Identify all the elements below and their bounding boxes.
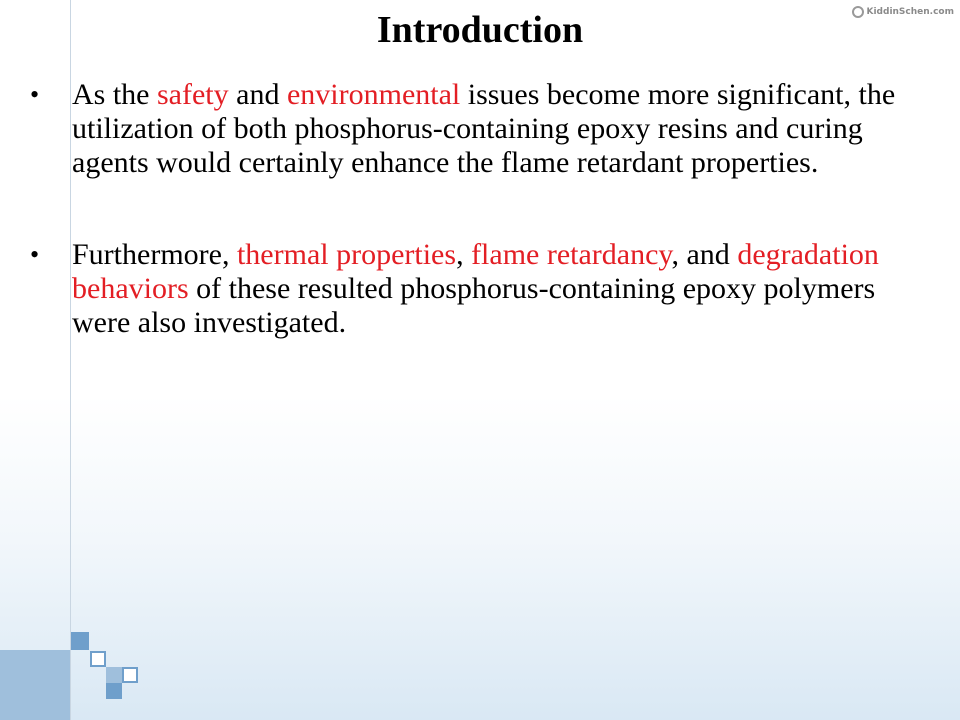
bullet-text [72, 78, 895, 179]
highlight-text: environmental [286, 78, 461, 111]
bullet-dot-icon: • [30, 80, 40, 109]
decor-square [106, 683, 122, 699]
highlight-text: flame retardancy [471, 238, 672, 271]
text-run: , [456, 238, 472, 271]
bullet-dot-icon: • [30, 240, 40, 269]
bullet-item [30, 78, 935, 180]
text-run: Furthermore, [72, 238, 237, 271]
decor-square [106, 667, 122, 683]
decor-square [71, 632, 89, 650]
decor-square-outline [122, 667, 138, 683]
decor-square [0, 650, 70, 720]
slide-title: Introduction [376, 9, 584, 51]
text-run: of these resulted phosphorus-containing epoxy polymers were also investigated. [72, 272, 876, 339]
bullet-item [30, 238, 935, 340]
logo-text: KiddinSchen.com [866, 7, 954, 17]
highlight-text: safety [157, 78, 229, 111]
bullet-list [30, 78, 935, 340]
text-run: issues become more significant, the utilization of both phosphorus-containing epoxy resins and curing agents would certainly enhance the flame retardant properties. [72, 78, 896, 179]
text-run: and [228, 78, 287, 111]
highlight-text: degradation behaviors [72, 238, 879, 305]
highlight-text: thermal properties [236, 238, 457, 271]
bullet-text [72, 238, 879, 339]
text-run: , and [671, 238, 738, 271]
text-run: As the [72, 78, 157, 111]
decor-square-outline [90, 651, 106, 667]
